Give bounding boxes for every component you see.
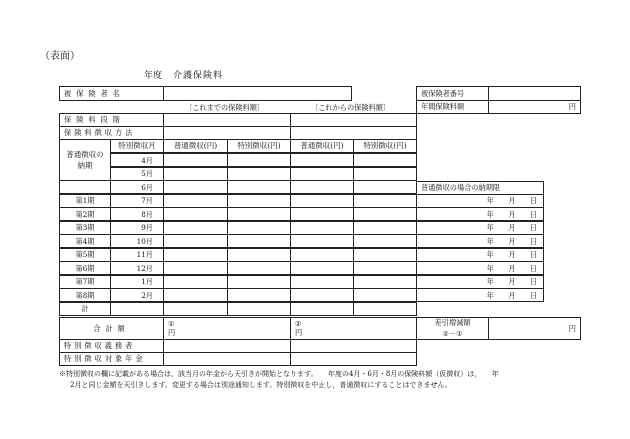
- next-special-cell[interactable]: [353, 302, 417, 316]
- next-normal-header: 普通徴収(円): [290, 139, 354, 153]
- prev-special-cell[interactable]: [227, 275, 291, 289]
- next-special-cell[interactable]: [353, 288, 417, 302]
- next-special-cell[interactable]: [353, 234, 417, 248]
- method-prev[interactable]: [163, 126, 291, 140]
- special-month-header: 特別徴収月: [110, 139, 164, 153]
- next-normal-cell[interactable]: [290, 153, 354, 167]
- prev-special-cell[interactable]: [227, 302, 291, 316]
- period-label: 第5期: [59, 248, 111, 262]
- prev-normal-cell[interactable]: [163, 234, 228, 248]
- method-label: 保険料徴収方法: [59, 126, 164, 140]
- pension-next[interactable]: [290, 352, 417, 366]
- total-prev-unit: 円: [168, 328, 176, 338]
- prev-special-cell[interactable]: [227, 194, 291, 208]
- prev-normal-cell[interactable]: [163, 180, 228, 194]
- prev-special-cell[interactable]: [227, 167, 291, 181]
- special-month-label: 9月: [110, 221, 164, 235]
- prev-normal-cell[interactable]: [163, 194, 228, 208]
- prev-special-cell[interactable]: [227, 180, 291, 194]
- special-month-label: 10月: [110, 234, 164, 248]
- pension-prev[interactable]: [163, 352, 291, 366]
- circle-2: ②: [295, 319, 302, 328]
- prev-normal-cell[interactable]: [163, 153, 228, 167]
- circle-1: ①: [168, 319, 175, 328]
- special-month-label: 8月: [110, 207, 164, 221]
- prev-special-cell[interactable]: [227, 288, 291, 302]
- prev-normal-cell[interactable]: [163, 221, 228, 235]
- deadline-date[interactable]: 年 月 日: [416, 194, 544, 208]
- stage-label: 保険料段階: [59, 113, 164, 127]
- next-special-header: 特別徴収(円): [353, 139, 417, 153]
- prev-special-cell[interactable]: [227, 261, 291, 275]
- deadline-date[interactable]: 年 月 日: [416, 221, 544, 235]
- prev-normal-cell[interactable]: [163, 302, 228, 316]
- obligor-next[interactable]: [290, 339, 417, 353]
- next-normal-cell[interactable]: [290, 167, 354, 181]
- deadline-panel-title: 普通徴収の場合の納期限: [416, 181, 544, 195]
- deadline-date[interactable]: 年 月 日: [416, 234, 544, 248]
- insured-name-label: 被保険者名: [59, 86, 164, 101]
- next-special-cell[interactable]: [353, 207, 417, 221]
- pension-label: 特別徴収対象年金: [59, 352, 164, 366]
- difference-field[interactable]: [488, 317, 581, 340]
- prev-normal-cell[interactable]: [163, 248, 228, 262]
- annual-premium-unit: 円: [568, 102, 576, 112]
- method-next[interactable]: [290, 126, 417, 140]
- prev-special-cell[interactable]: [227, 248, 291, 262]
- next-special-cell[interactable]: [353, 261, 417, 275]
- period-label: 第6期: [59, 261, 111, 275]
- prev-special-cell[interactable]: [227, 234, 291, 248]
- next-normal-cell[interactable]: [290, 207, 354, 221]
- special-month-label: [110, 302, 164, 316]
- next-special-cell[interactable]: [353, 153, 417, 167]
- insured-number-label: 被保険者番号: [416, 86, 489, 101]
- next-normal-cell[interactable]: [290, 221, 354, 235]
- prev-normal-cell[interactable]: [163, 261, 228, 275]
- prev-normal-cell[interactable]: [163, 207, 228, 221]
- next-normal-cell[interactable]: [290, 248, 354, 262]
- next-premium-header: 〔これからの保険料額〕: [311, 103, 391, 112]
- special-month-label: 11月: [110, 248, 164, 262]
- obligor-label: 特別徴収義務者: [59, 339, 164, 353]
- total-next-unit: 円: [295, 328, 303, 338]
- difference-unit: 円: [568, 323, 576, 333]
- insured-number-field[interactable]: [488, 86, 581, 101]
- normal-deadline-header: 普通徴収の 納期: [59, 139, 111, 181]
- special-month-label: 12月: [110, 261, 164, 275]
- next-special-cell[interactable]: [353, 180, 417, 194]
- special-month-label: 2月: [110, 288, 164, 302]
- period-label: 第8期: [59, 288, 111, 302]
- special-month-label: 6月: [110, 180, 164, 194]
- form-title-year: 年度: [144, 71, 163, 81]
- period-label: 第2期: [59, 207, 111, 221]
- note-line-1: ※特別徴収の欄に記載がある場合は，該当月の年金から天引きが開始となります。 年度の4月・6月・8月の保険料額（仮徴収）は， 年: [59, 370, 499, 378]
- total-label: 合計額: [59, 317, 164, 340]
- next-normal-cell[interactable]: [290, 302, 354, 316]
- deadline-date[interactable]: 年 月 日: [416, 207, 544, 221]
- special-month-label: 5月: [110, 167, 164, 181]
- form-title: 介護保険料: [173, 71, 224, 81]
- stage-next[interactable]: [290, 113, 417, 127]
- period-label: 第7期: [59, 275, 111, 289]
- next-normal-cell[interactable]: [290, 234, 354, 248]
- next-normal-cell[interactable]: [290, 194, 354, 208]
- prev-special-cell[interactable]: [227, 153, 291, 167]
- prev-premium-header: 〔これまでの保険料額〕: [185, 103, 265, 112]
- prev-normal-cell[interactable]: [163, 288, 228, 302]
- deadline-date[interactable]: 年 月 日: [416, 248, 544, 262]
- deadline-date[interactable]: 年 月 日: [416, 275, 544, 289]
- prev-normal-cell[interactable]: [163, 167, 228, 181]
- total-prev[interactable]: [163, 317, 291, 340]
- insured-name-field[interactable]: [163, 86, 352, 101]
- form-side-label: （表面）: [40, 51, 80, 62]
- annual-premium-label: 年間保険料額: [416, 100, 489, 114]
- period-label: 計: [59, 302, 111, 316]
- period-label: [59, 180, 111, 194]
- total-next[interactable]: [290, 317, 417, 340]
- next-special-cell[interactable]: [353, 275, 417, 289]
- next-special-cell[interactable]: [353, 194, 417, 208]
- prev-normal-header: 普通徴収(円): [163, 139, 228, 153]
- next-special-cell[interactable]: [353, 221, 417, 235]
- obligor-prev[interactable]: [163, 339, 291, 353]
- next-normal-cell[interactable]: [290, 288, 354, 302]
- note-line-2: 2月と同じ金額を天引きします。変更する場合は別途通知します。特別徴収を中止し，普通徴収にすることはできません。: [70, 381, 452, 389]
- next-special-cell[interactable]: [353, 167, 417, 181]
- special-month-label: 4月: [110, 153, 164, 167]
- next-normal-cell[interactable]: [290, 275, 354, 289]
- annual-premium-field[interactable]: [488, 100, 581, 114]
- period-label: 第4期: [59, 234, 111, 248]
- period-label: 第1期: [59, 194, 111, 208]
- next-normal-cell[interactable]: [290, 261, 354, 275]
- stage-prev[interactable]: [163, 113, 291, 127]
- special-month-label: 1月: [110, 275, 164, 289]
- prev-normal-cell[interactable]: [163, 275, 228, 289]
- period-label: 第3期: [59, 221, 111, 235]
- next-special-cell[interactable]: [353, 248, 417, 262]
- prev-special-cell[interactable]: [227, 207, 291, 221]
- prev-special-cell[interactable]: [227, 221, 291, 235]
- next-normal-cell[interactable]: [290, 180, 354, 194]
- deadline-date[interactable]: 年 月 日: [416, 288, 544, 302]
- special-month-label: 7月: [110, 194, 164, 208]
- prev-special-header: 特別徴収(円): [227, 139, 291, 153]
- difference-label: 差引増減額 ②－①: [416, 317, 489, 340]
- deadline-date[interactable]: 年 月 日: [416, 261, 544, 275]
